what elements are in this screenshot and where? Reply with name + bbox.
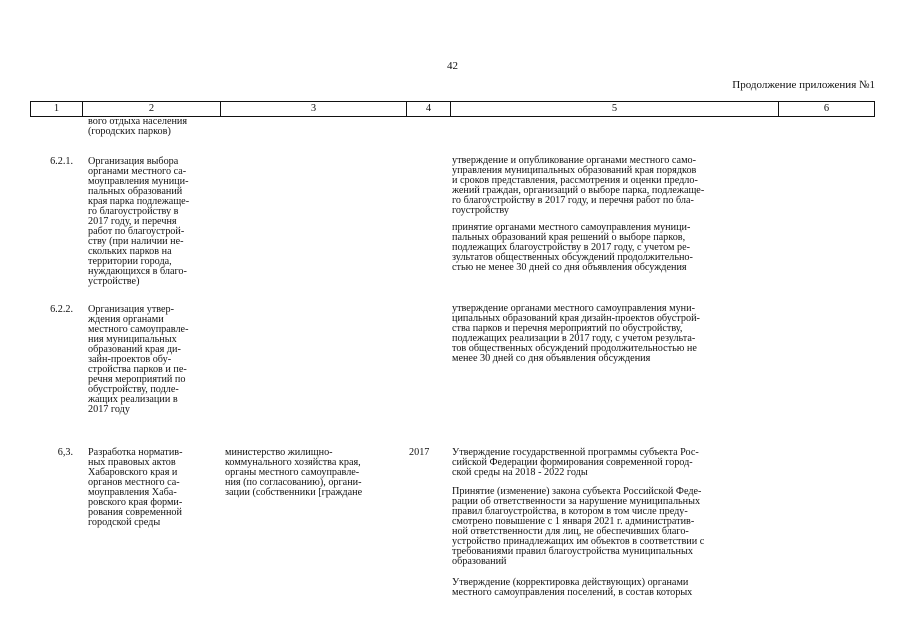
row-2-measure-line: зайн-проектов обу-	[88, 354, 172, 365]
row-2-measure-line: образований края ди-	[88, 344, 181, 355]
row-2-measure-line: 2017 году	[88, 404, 130, 415]
row-3-result-line: образований	[452, 556, 507, 567]
row-3-measure-line: моуправления Хаба-	[88, 487, 177, 498]
header-column-4: 4	[406, 102, 450, 116]
row-1-result-line: стью не менее 30 дней со дня объявления обсуждения	[452, 262, 687, 273]
row-2-measure-line: Организация утвер-	[88, 304, 175, 315]
row-2-measure-line: обустройству, подле-	[88, 384, 179, 395]
row-1-measure-line: пальных образований	[88, 186, 183, 197]
row-2-measure-line: местного самоуправле-	[88, 324, 189, 335]
row-2-result-line: ципальных образований края дизайн-проектов обустрой-	[452, 313, 700, 324]
row-2-measure-line: стройства парков и пе-	[88, 364, 187, 375]
table-header-row	[30, 101, 875, 117]
page-number: 42	[447, 60, 458, 72]
row-0-measure-line: вого отдыха населения	[88, 116, 188, 127]
row-3-result-line: Утверждение (корректировка действующих) органами	[452, 577, 689, 588]
row-3-measure-line: рования современной	[88, 507, 182, 518]
row-1-result-line: жений граждан, организаций о выборе парка, подлежаще-	[452, 185, 705, 196]
row-2-result-line: ства парков и перечня мероприятий по обустройству,	[452, 323, 683, 334]
row-1-result-line: гоустройству	[452, 205, 509, 216]
row-1-number: 6.2.1.	[50, 156, 73, 167]
row-3-result-line: рации об ответственности за нарушение муниципальных	[452, 496, 701, 507]
row-3-measure-line: органов местного са-	[88, 477, 180, 488]
row-1-result-line: го благоустройству в 2017 году, и перечня работ по бла-	[452, 195, 694, 206]
row-1-measure-line: нуждающихся в благо-	[88, 266, 187, 277]
row-3-year: 2017	[409, 447, 430, 458]
row-3-responsible-line: органы местного самоуправле-	[225, 467, 360, 478]
row-2-result-line: утверждение органами местного самоуправления муни-	[452, 303, 695, 314]
row-3-responsible-line: ния (по согласованию), органи-	[225, 477, 362, 488]
row-1-result-line: пальных образований края решений о выборе парков,	[452, 232, 686, 243]
row-1-result-line: подлежащих благоустройству в 2017 году, с учетом ре-	[452, 242, 690, 253]
header-column-5: 5	[450, 102, 778, 116]
row-1-result-line: утверждение и опубликование органами местного само-	[452, 155, 697, 166]
row-1-measure-line: моуправления муници-	[88, 176, 189, 187]
row-3-result-line: местного самоуправления поселений, в состав которых	[452, 587, 693, 598]
row-1-result-line: зультатов общественных обсуждений продолжительно-	[452, 252, 693, 263]
row-1-measure-line: края парка подлежаще-	[88, 196, 190, 207]
row-3-result-line: требованиями правил благоустройства муниципальных	[452, 546, 693, 557]
row-3-result-line: Принятие (изменение) закона субъекта Российской Феде-	[452, 486, 702, 497]
row-3-responsible-line: коммунального хозяйства края,	[225, 457, 361, 468]
row-3-number: 6,3.	[57, 447, 73, 458]
header-column-3: 3	[220, 102, 406, 116]
row-2-result-line: подлежащих реализации в 2017 году, с учетом результа-	[452, 333, 696, 344]
row-2-measure-line: ния муниципальных	[88, 334, 177, 345]
row-2-measure-line: жащих реализации в	[88, 394, 178, 405]
row-1-result-line: и сроков представления, рассмотрения и оценки предло-	[452, 175, 698, 186]
row-2-result-line: менее 30 дней со дня объявления обсуждения	[452, 353, 651, 364]
row-3-responsible-line: министерство жилищно-	[225, 447, 333, 458]
row-1-measure-line: ству (при наличии не-	[88, 236, 184, 247]
row-1-measure-line: территории города,	[88, 256, 172, 267]
row-3-result-line: правил благоустройства, в котором в том числе преду-	[452, 506, 688, 517]
header-column-1: 1	[30, 102, 82, 116]
row-1-measure-line: органами местного са-	[88, 166, 187, 177]
row-3-measure-line: Разработка норматив-	[88, 447, 183, 458]
row-3-measure-line: городской среды	[88, 517, 161, 528]
row-1-measure-line: устройстве)	[88, 276, 140, 287]
row-3-measure-line: ных правовых актов	[88, 457, 176, 468]
row-1-result-line: принятие органами местного самоуправления муници-	[452, 222, 691, 233]
row-1-result-line: управления муниципальных образований края порядков	[452, 165, 697, 176]
row-3-result-line: устройство принадлежащих им объектов в соответствии с	[452, 536, 705, 547]
row-3-result-line: сийской Федерации формирования современной город-	[452, 457, 693, 468]
row-3-result-line: ской среды на 2018 - 2022 годы	[452, 467, 588, 478]
row-3-result-line: смотрено повышение с 1 января 2021 г. административ-	[452, 516, 695, 527]
row-1-measure-line: работ по благоустрой-	[88, 226, 185, 237]
row-1-measure-line: го благоустройству в	[88, 206, 179, 217]
row-0-measure-line: (городских парков)	[88, 126, 171, 137]
row-3-responsible-line: зации (собственники [граждане	[225, 487, 363, 498]
header-column-2: 2	[82, 102, 220, 116]
row-1-measure-line: Организация выбора	[88, 156, 179, 167]
row-2-number: 6.2.2.	[50, 304, 73, 315]
row-2-measure-line: речня мероприятий по	[88, 374, 186, 385]
row-2-result-line: тов общественных обсуждений продолжительностью не	[452, 343, 697, 354]
row-3-result-line: Утверждение государственной программы субъекта Рос-	[452, 447, 699, 458]
row-3-measure-line: Хабаровского края и	[88, 467, 178, 478]
row-1-measure-line: скольких парков на	[88, 246, 172, 257]
row-2-measure-line: ждения органами	[88, 314, 164, 325]
header-column-6: 6	[778, 102, 875, 116]
row-3-measure-line: ровского края форми-	[88, 497, 183, 508]
row-3-result-line: ной ответственности для лиц, не обеспечивших благо-	[452, 526, 689, 537]
continuation-note: Продолжение приложения №1	[732, 79, 875, 91]
row-1-measure-line: 2017 году, и перечня	[88, 216, 177, 227]
